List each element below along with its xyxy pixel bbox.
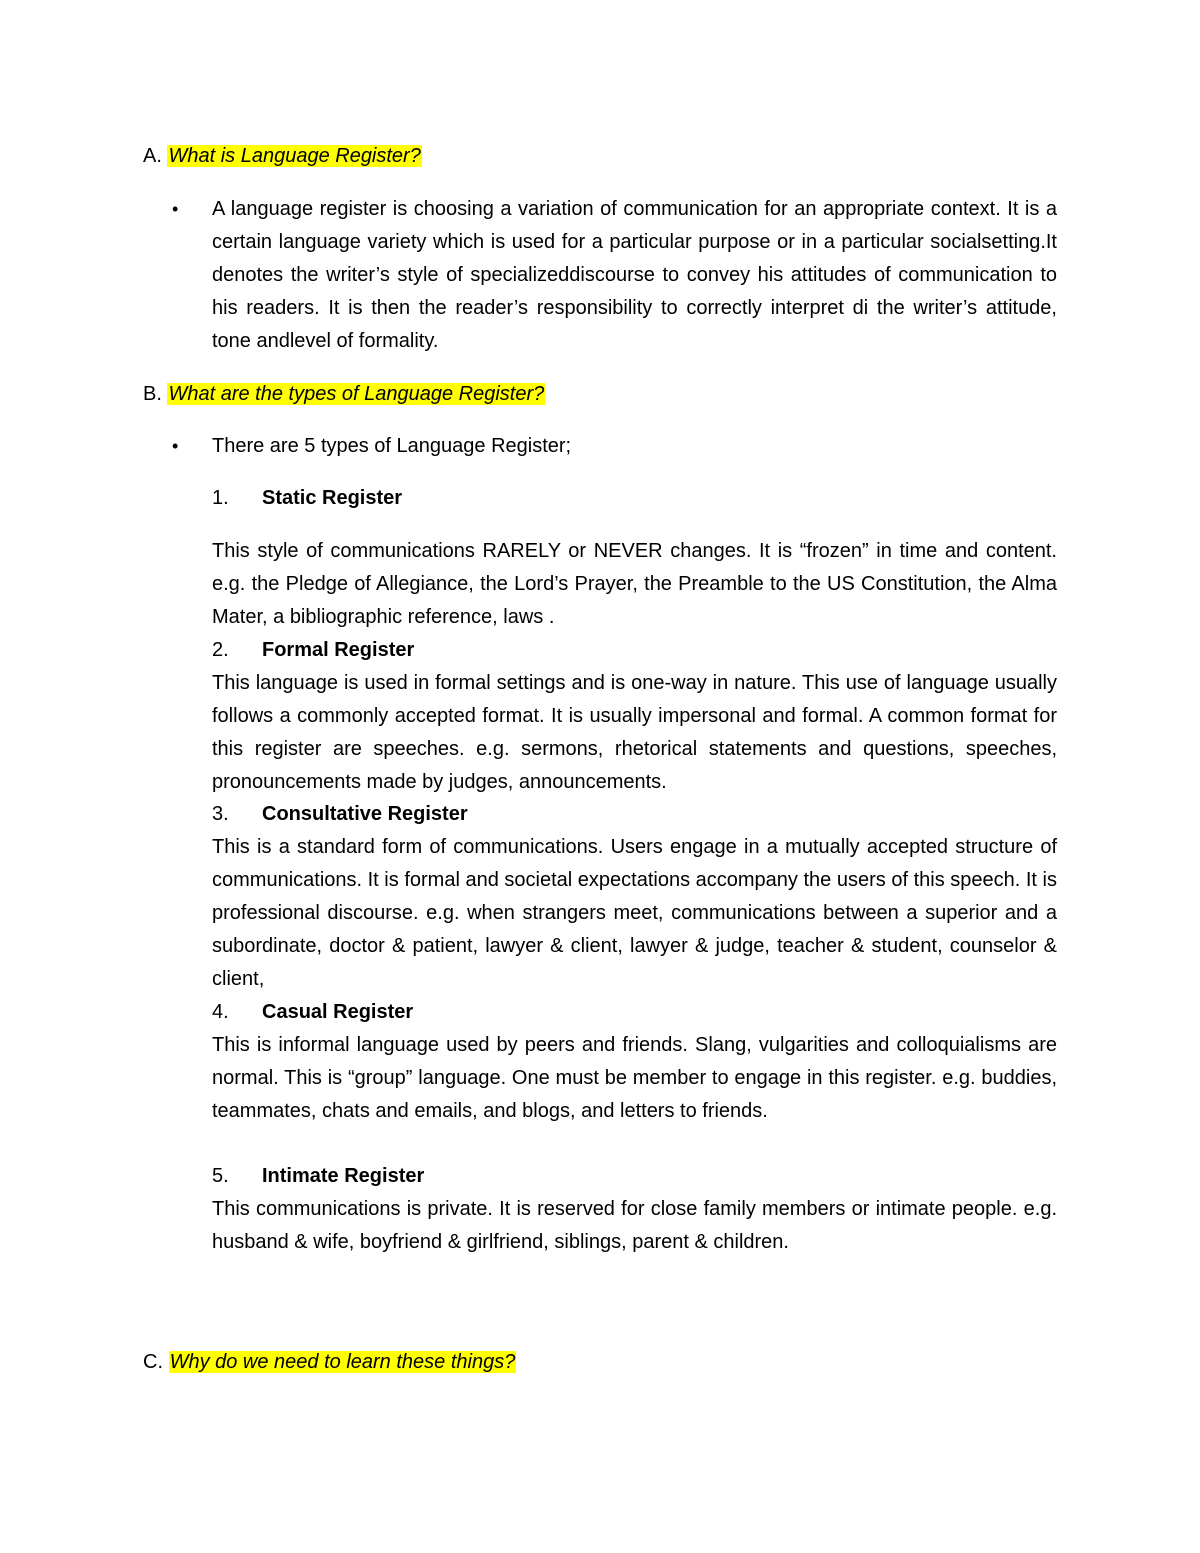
type-title — [212, 996, 1057, 1029]
section-b-bullet — [172, 430, 1057, 463]
type-title — [212, 634, 1057, 667]
register-type-consultative — [212, 798, 1057, 996]
section-a-question: What is Language Register? — [168, 145, 421, 167]
type-name: Static Register — [262, 487, 403, 509]
register-definition: A language register is choosing a variation of communication for an appropriate context. It is a certain language variety which is used for a particular purpose or in a particular socialsetting.It denotes the writer’s style of specializeddiscourse to convey his attitudes of communication to his readers. It is then the reader’s responsibility to correctly interpret di the writer’s attitude, tone andlevel of formality. — [212, 198, 1057, 352]
section-c-letter: C. — [143, 1351, 163, 1373]
section-a-heading — [143, 142, 422, 170]
bullet-icon: • — [172, 436, 179, 456]
type-description: This language is used in formal settings and is one-way in nature. This use of language usually follows a commonly accepted format. It is usually impersonal and formal. A common format for this register are speeches. e.g. sermons, rhetorical statements and questions, speeches, pronouncements made by judges, announcements. — [212, 672, 1057, 793]
section-b-letter: B. — [143, 383, 162, 405]
type-title — [212, 1160, 1057, 1193]
type-title — [212, 482, 1057, 515]
type-description: This is a standard form of communications. Users engage in a mutually accepted structure of communications. It is formal and societal expectations accompany the users of this speech. It is professional discourse. e.g. when strangers meet, communications between a superior and a subordinate, doctor & patient, lawyer & client, lawyer & judge, teacher & student, counselor & client, — [212, 836, 1057, 990]
type-name: Formal Register — [262, 639, 415, 661]
section-b-heading — [143, 380, 545, 408]
section-c-question: Why do we need to learn these things? — [169, 1351, 516, 1373]
type-description: This style of communications RARELY or NEVER changes. It is “frozen” in time and content. e.g. the Pledge of Allegiance, the Lord’s Prayer, the Preamble to the US Constitution, the Alma Mater, a bibliographic reference, laws . — [212, 540, 1057, 628]
type-title — [212, 798, 1057, 831]
section-c-heading — [143, 1348, 516, 1376]
type-number: 2. — [212, 639, 229, 661]
section-b-question: What are the types of Language Register? — [168, 383, 545, 405]
type-description: This is informal language used by peers and friends. Slang, vulgarities and colloquialisms are normal. This is “group” language. One must be member to engage in this register. e.g. buddies, teammates, chats and emails, and blogs, and letters to friends. — [212, 1034, 1057, 1122]
section-a-letter: A. — [143, 145, 162, 167]
type-number: 3. — [212, 803, 229, 825]
type-number: 5. — [212, 1165, 229, 1187]
types-intro: There are 5 types of Language Register; — [212, 435, 572, 457]
type-name: Consultative Register — [262, 803, 468, 825]
register-type-static — [212, 482, 1057, 634]
section-a-bullet — [172, 193, 1057, 358]
register-type-intimate — [212, 1160, 1057, 1259]
register-type-formal — [212, 634, 1057, 799]
type-name: Intimate Register — [262, 1165, 425, 1187]
type-description: This communications is private. It is reserved for close family members or intimate people. e.g. husband & wife, boyfriend & girlfriend, siblings, parent & children. — [212, 1198, 1057, 1253]
bullet-icon: • — [172, 199, 179, 219]
register-type-casual — [212, 996, 1057, 1128]
type-name: Casual Register — [262, 1001, 414, 1023]
type-number: 1. — [212, 487, 229, 509]
type-number: 4. — [212, 1001, 229, 1023]
